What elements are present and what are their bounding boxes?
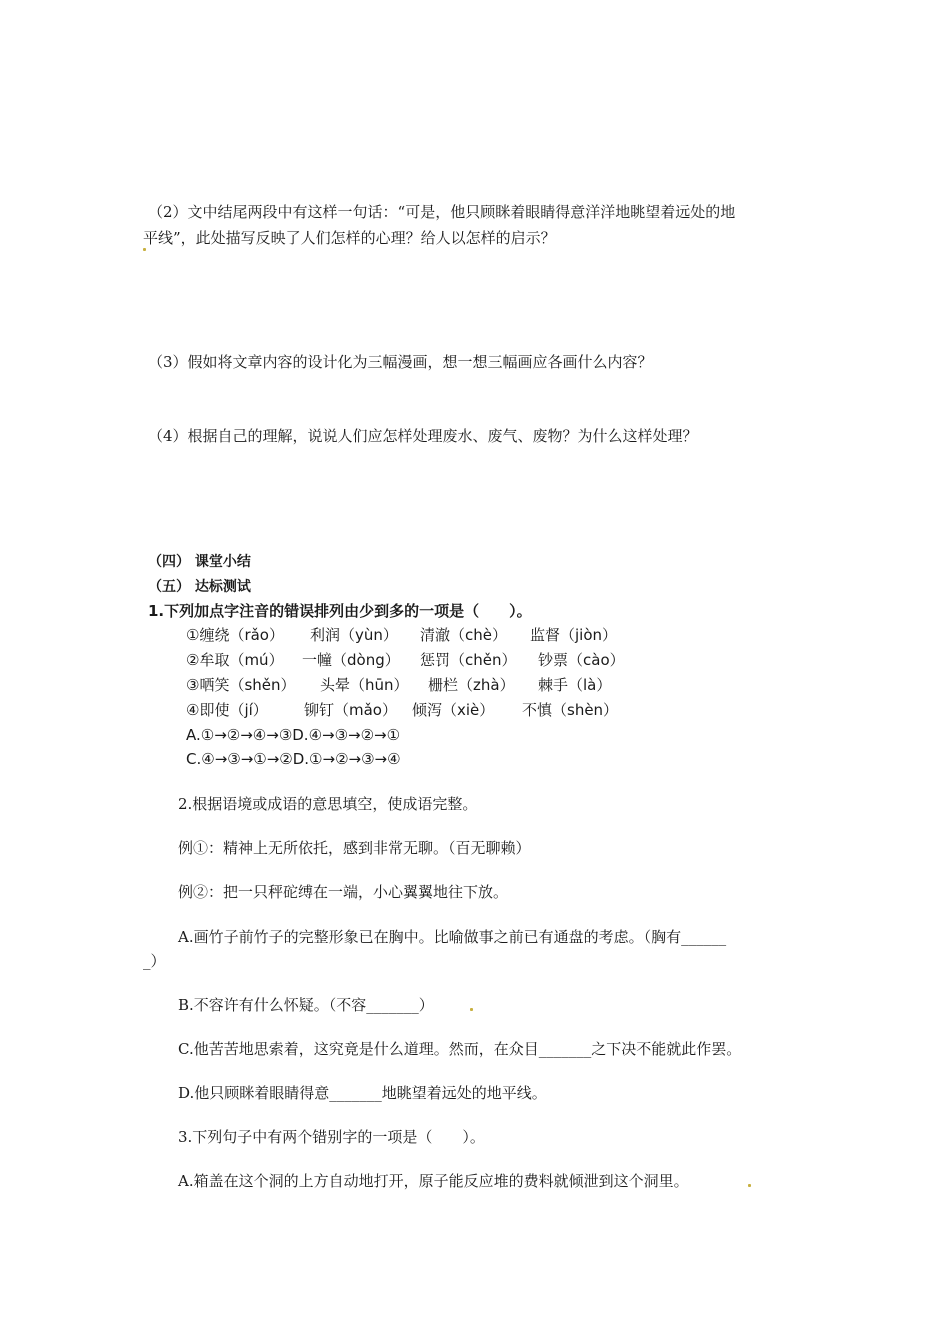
pinyin-item: 监督（jiòn） bbox=[530, 626, 618, 644]
pinyin-item: 铆钉（mǎo） bbox=[304, 701, 397, 719]
pinyin-item: ③哂笑（shěn） bbox=[186, 676, 296, 694]
pinyin-item: 头晕（hūn） bbox=[320, 676, 409, 694]
answer-options-cd: C.④→③→①→②D.①→②→③→④ bbox=[186, 750, 401, 768]
section-heading-summary: （四） 课堂小结 bbox=[148, 554, 251, 570]
test-q1-stem: 1.下列加点字注音的错误排列由少到多的一项是（ ）。 bbox=[148, 602, 532, 620]
test-q2-stem: 2.根据语境或成语的意思填空，使成语完整。 bbox=[178, 795, 478, 813]
test-q3-option-a: A.箱盖在这个洞的上方自动地打开，原子能反应堆的费料就倾泄到这个洞里。 bbox=[178, 1172, 689, 1190]
question-4: （4）根据自己的理解，说说人们应怎样处理废水、废气、废物？为什么这样处理？ bbox=[148, 427, 698, 445]
pinyin-item: 利润（yùn） bbox=[310, 626, 398, 644]
question-2-line-1: （2）文中结尾两段中有这样一句话：“可是，他只顾眯着眼睛得意洋洋地眺望着远处的地 bbox=[148, 203, 736, 221]
pinyin-item: 倾泻（xiè） bbox=[412, 701, 495, 719]
example-1: 例①：精神上无所依托，感到非常无聊。（百无聊赖） bbox=[178, 839, 531, 857]
section-heading-test: （五） 达标测试 bbox=[148, 579, 251, 595]
test-q3-stem: 3.下列句子中有两个错别字的一项是（ ）。 bbox=[178, 1128, 485, 1146]
fill-item-d: D.他只顾眯着眼睛得意_______地眺望着远处的地平线。 bbox=[178, 1084, 547, 1102]
pinyin-item: 惩罚（chěn） bbox=[420, 651, 517, 669]
pinyin-item: 不慎（shèn） bbox=[522, 701, 619, 719]
fill-item-b: B.不容许有什么怀疑。（不容_______） bbox=[178, 996, 434, 1014]
pinyin-item: 钞票（cào） bbox=[538, 651, 625, 669]
fill-item-c: C.他苦苦地思索着，这究竟是什么道理。然而，在众目_______之下决不能就此作罢。 bbox=[178, 1040, 742, 1058]
speck-mark bbox=[748, 1184, 751, 1187]
pinyin-item: ④即使（jí） bbox=[186, 701, 268, 719]
question-3: （3）假如将文章内容的设计化为三幅漫画，想一想三幅画应各画什么内容？ bbox=[148, 353, 653, 371]
pinyin-item: 栅栏（zhà） bbox=[428, 676, 515, 694]
fill-item-a-line-2: _） bbox=[143, 952, 166, 970]
speck-mark bbox=[143, 248, 146, 251]
question-2-line-2: 平线”，此处描写反映了人们怎样的心理？给人以怎样的启示？ bbox=[143, 229, 556, 247]
pinyin-item: 清澈（chè） bbox=[420, 626, 507, 644]
pinyin-item: ①缠绕（rǎo） bbox=[186, 626, 284, 644]
pinyin-item: 一幢（dòng） bbox=[302, 651, 400, 669]
fill-item-a-line-1: A.画竹子前竹子的完整形象已在胸中。比喻做事之前已有通盘的考虑。（胸有______ bbox=[178, 928, 727, 946]
example-2: 例②：把一只秤砣缚在一端，小心翼翼地往下放。 bbox=[178, 883, 509, 901]
pinyin-item: 棘手（là） bbox=[538, 676, 612, 694]
speck-mark bbox=[470, 1008, 473, 1011]
pinyin-item: ②牟取（mú） bbox=[186, 651, 284, 669]
answer-options-ab: A.①→②→④→③D.④→③→②→① bbox=[186, 726, 401, 744]
